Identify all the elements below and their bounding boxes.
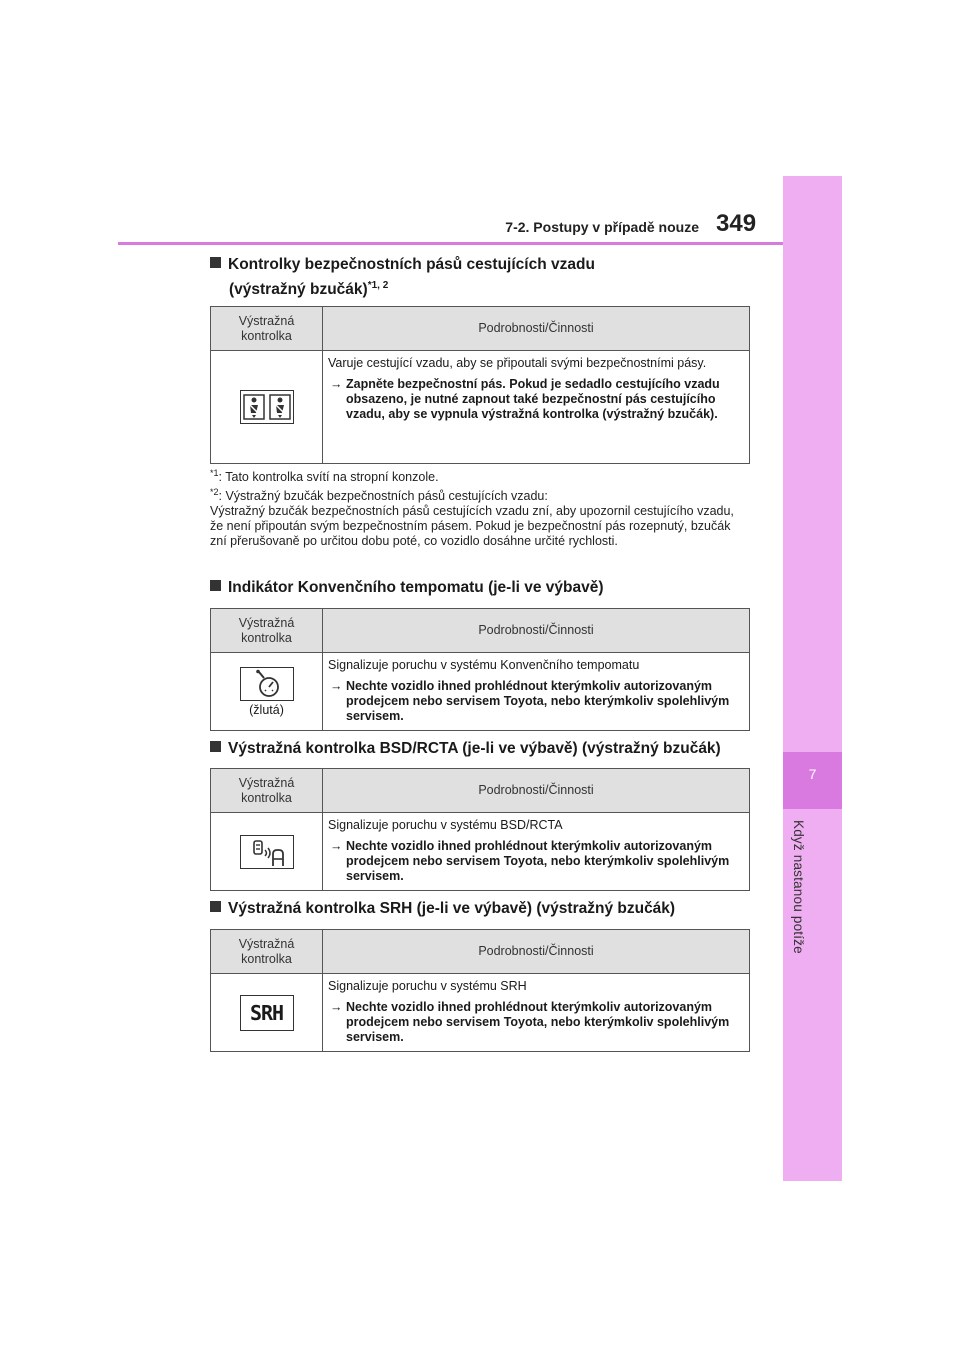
warning-table-bsd-rcta [210, 768, 750, 891]
details-cell [323, 813, 750, 891]
cruise-control-warning-icon [240, 667, 294, 701]
rear-seatbelt-reminder-icon [240, 390, 294, 424]
heading-footnote-mark: *1, 2 [367, 280, 389, 291]
chapter-title: Když nastanou potíže [791, 820, 806, 954]
footnote-1-text: : Tato kontrolka svítí na stropní konzole. [218, 470, 439, 485]
column-header-details: Podrobnosti/Činnosti [323, 930, 750, 974]
arrow-icon: → [330, 1000, 343, 1014]
footnote-2-text: : Výstražný bzučák bezpečnostních pásů cestujících vzadu: [218, 489, 548, 504]
description-text: Varuje cestující vzadu, aby se připoutali svými bezpečnostními pásy. [328, 356, 707, 370]
icon-caption: (žlutá) [249, 702, 284, 717]
bsd-rcta-warning-icon [240, 835, 294, 869]
description-text: Signalizuje poruchu v systému SRH [328, 979, 527, 993]
heading-text: Výstražná kontrolka SRH (je-li ve výbavě) (výstražný bzučák) [228, 900, 676, 917]
action-text: Nechte vozidlo ihned prohlédnout kterýmkoliv autorizovaným prodejcem nebo servisem Toyota, nebo kterýmkoliv spolehlivým servisem. [346, 679, 730, 723]
page-number: 349 [716, 210, 757, 237]
heading-text: Výstražná kontrolka BSD/RCTA (je-li ve výbavě) (výstražný bzučák) [228, 740, 721, 757]
footnote-2-body: Výstražný bzučák bezpečnostních pásů cestujících vzadu zní, aby upozornil cestujícího vzadu, že není připoután svým bezpečnostním pásem. Pokud je bezpečnostní pás rozepnutý, bzučák zní přerušovaně po určitou dobu poté, co vozidlo dosáhne určité rychlosti. [210, 504, 734, 549]
column-header-details: Podrobnosti/Činnosti [323, 609, 750, 653]
details-cell [323, 351, 750, 464]
footnote-2-mark: *2 [210, 487, 219, 498]
action-item [328, 377, 743, 422]
icon-cell [211, 653, 323, 731]
warning-table-cruise-control [210, 608, 750, 731]
icon-cell [211, 813, 323, 891]
description-text: Signalizuje poruchu v systému Konvenčního tempomatu [328, 658, 640, 672]
column-header-warning-light: Výstražná kontrolka [211, 769, 323, 813]
warning-table-rear-seatbelt [210, 306, 750, 464]
bullet-square-icon [210, 257, 221, 268]
bullet-square-icon [210, 741, 221, 752]
footnote-1-mark: *1 [210, 468, 219, 478]
header-section-title: 7-2. Postupy v případě nouze [505, 219, 699, 235]
action-item [328, 839, 743, 884]
details-cell [323, 974, 750, 1052]
details-cell [323, 653, 750, 731]
section-heading-bsd-rcta [210, 740, 721, 758]
chapter-number: 7 [808, 766, 817, 782]
header-divider [118, 242, 783, 245]
arrow-icon: → [330, 377, 343, 391]
warning-table-srh [210, 929, 750, 1052]
icon-cell [211, 351, 323, 464]
description-text: Signalizuje poruchu v systému BSD/RCTA [328, 818, 563, 832]
action-item [328, 1000, 743, 1045]
action-text: Nechte vozidlo ihned prohlédnout kterýmkoliv autorizovaným prodejcem nebo servisem Toyota, nebo kterýmkoliv spolehlivým servisem. [346, 1000, 730, 1044]
section-heading-rear-seatbelt [210, 256, 595, 299]
heading-text: Kontrolky bezpečnostních pásů cestujících vzadu [228, 256, 595, 273]
section-heading-cruise-control [210, 579, 604, 597]
srh-icon-label: SRH [249, 1000, 284, 1025]
action-text: Zapněte bezpečnostní pás. Pokud je sedadlo cestujícího vzadu obsazeno, je nutné zapnout také bezpečnostní pás cestujícího vzadu, aby se vypnula výstražná kontrolka (výstražný bzučák). [346, 377, 720, 421]
arrow-icon: → [330, 839, 343, 853]
action-item [328, 679, 743, 724]
column-header-details: Podrobnosti/Činnosti [323, 307, 750, 351]
column-header-warning-light: Výstražná kontrolka [211, 307, 323, 351]
srh-warning-icon [240, 995, 294, 1031]
action-text: Nechte vozidlo ihned prohlédnout kterýmkoliv autorizovaným prodejcem nebo servisem Toyota, nebo kterýmkoliv spolehlivým servisem. [346, 839, 730, 883]
heading-text: Indikátor Konvenčního tempomatu (je-li ve výbavě) [228, 579, 604, 596]
section-heading-srh [210, 900, 675, 918]
column-header-warning-light: Výstražná kontrolka [211, 609, 323, 653]
column-header-details: Podrobnosti/Činnosti [323, 769, 750, 813]
arrow-icon: → [330, 679, 343, 693]
footnotes [210, 466, 750, 549]
heading-text-cont: (výstražný bzučák) [229, 281, 368, 299]
bullet-square-icon [210, 580, 221, 591]
column-header-warning-light: Výstražná kontrolka [211, 930, 323, 974]
bullet-square-icon [210, 901, 221, 912]
chapter-side-tab [783, 176, 842, 1181]
icon-cell [211, 974, 323, 1052]
